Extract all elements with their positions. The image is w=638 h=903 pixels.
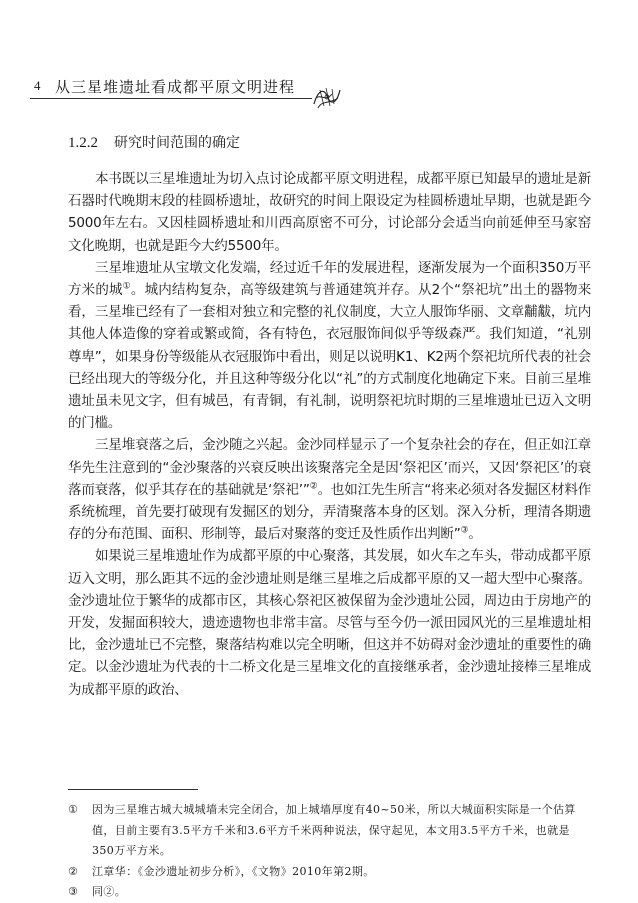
footnote-text: 因为三星堆古城大城城墙未完全闭合，加上城墙厚度有40~50米，所以大城面积实际是一个估算值，目前主要有3.5平方千米和3.6平方千米两种说法，保守起见，本文用3.5平方千米，也就是350万平方米。 (92, 803, 576, 857)
paragraph (68, 257, 591, 435)
paragraph-text: 本书既以三星堆遗址为切入点讨论成都平原文明进程，成都平原已知最早的遗址是新石器时代晚期末段的桂圆桥遗址，故研究的时间上限设定为桂圆桥遗址早期，也就是距今5000年左右。又因桂圆桥遗址和川西高原密不可分，讨论部分会适当向前延伸至马家窑文化晚期，也就是距今大约5500年。 (68, 171, 591, 254)
paragraph-text: 如果说三星堆遗址作为成都平原的中心聚落，其发展，如火车之车头，带动成都平原迈入文明，那么距其不远的金沙遗址则是继三星堆之后成都平原的又一超大型中心聚落。金沙遗址位于繁华的成都市区，其核心祭祀区被保留为金沙遗址公园，周边由于房地产的开发，发掘面积较大，遗迹遗物也非常丰富。尽管与至今仍一派田园风光的三星堆遗址相比，金沙遗址已不完整，聚落结构难以完全明晰，但这并不妨碍对金沙遗址的重要性的确定。以金沙遗址为代表的十二桥文化是三星堆文化的直接继承者，金沙遗址接棒三星堆成为成都平原的政治、 (68, 548, 591, 698)
paragraph (68, 545, 591, 700)
ornament-flourish-icon (312, 84, 342, 110)
paragraph-text: 。城内结构复杂，高等级建筑与普通建筑并存。从2个“祭祀坑”出土的器物来看，三星堆已经有了一套相对独立和完整的礼仪制度，大立人服饰华丽、文章黼黻，坑内其他人体造像的穿着或繁或简，各有特色，衣冠服饰间似乎等级森严。我们知道，“礼别尊卑”，如果身份等级能从衣冠服饰中看出，则足以说明K1、K2两个祭祀坑所代表的社会已经出现大的等级分化，并且这种等级分化以“礼”的方式制度化地确定下来。目前三星堆遗址虽未见文字，但有城邑，有青铜，有礼制，说明祭祀坑时期的三星堆遗址已迈入文明的门槛。 (68, 282, 592, 432)
footnote-mark: ② (68, 864, 79, 878)
page-header (0, 0, 638, 110)
paragraph-text: 。也如江先生所言“将来必须对各发掘区材料作系统梳理，首先要打破现有发掘区的划分，弄清聚落本身的区划。深入分析，理清各期遗存的分布范围、面积、形制等，最后对聚落的变迁及性质作出判断” (68, 481, 591, 543)
footnote (68, 800, 591, 862)
footnote-mark: ① (68, 803, 79, 816)
paragraph-text: 。 (468, 526, 482, 543)
section-heading (68, 132, 240, 152)
section-number: 1.2.2 (68, 135, 98, 151)
footnotes (68, 800, 591, 903)
footnote-rule (68, 789, 198, 790)
body-text (68, 168, 591, 701)
paragraph (68, 434, 591, 545)
footnote-text: 同②。 (92, 885, 127, 898)
paragraph (68, 168, 591, 257)
paragraph-text: 三星堆遗址从宝墩文化发端，经过近千年的发展进程，逐渐发展为一个面积350万平方米的城 (68, 259, 591, 299)
footnote-reference: ① (122, 281, 131, 292)
header-rule (30, 98, 312, 99)
footnote-text: 江章华：《金沙遗址初步分析》，《文物》2010年第2期。 (92, 864, 375, 878)
footnote (68, 882, 591, 903)
footnote (68, 862, 591, 883)
running-title: 从三星堆遗址看成都平原文明进程 (55, 78, 296, 96)
section-title: 研究时间范围的确定 (114, 135, 240, 151)
footnote-reference: ② (309, 481, 318, 492)
page-number: 4 (34, 78, 41, 93)
paragraph-text: 三星堆衰落之后，金沙随之兴起。金沙同样显示了一个复杂社会的存在，但正如江章华先生注意到的“金沙聚落的兴衰反映出该聚落完全是因‘祭祀区’而兴，又因‘祭祀区’的衰落而衰落，似乎其存在的基础就是‘祭祀’” (68, 437, 591, 498)
footnote-reference: ③ (460, 525, 469, 536)
footnote-mark: ③ (68, 885, 79, 898)
